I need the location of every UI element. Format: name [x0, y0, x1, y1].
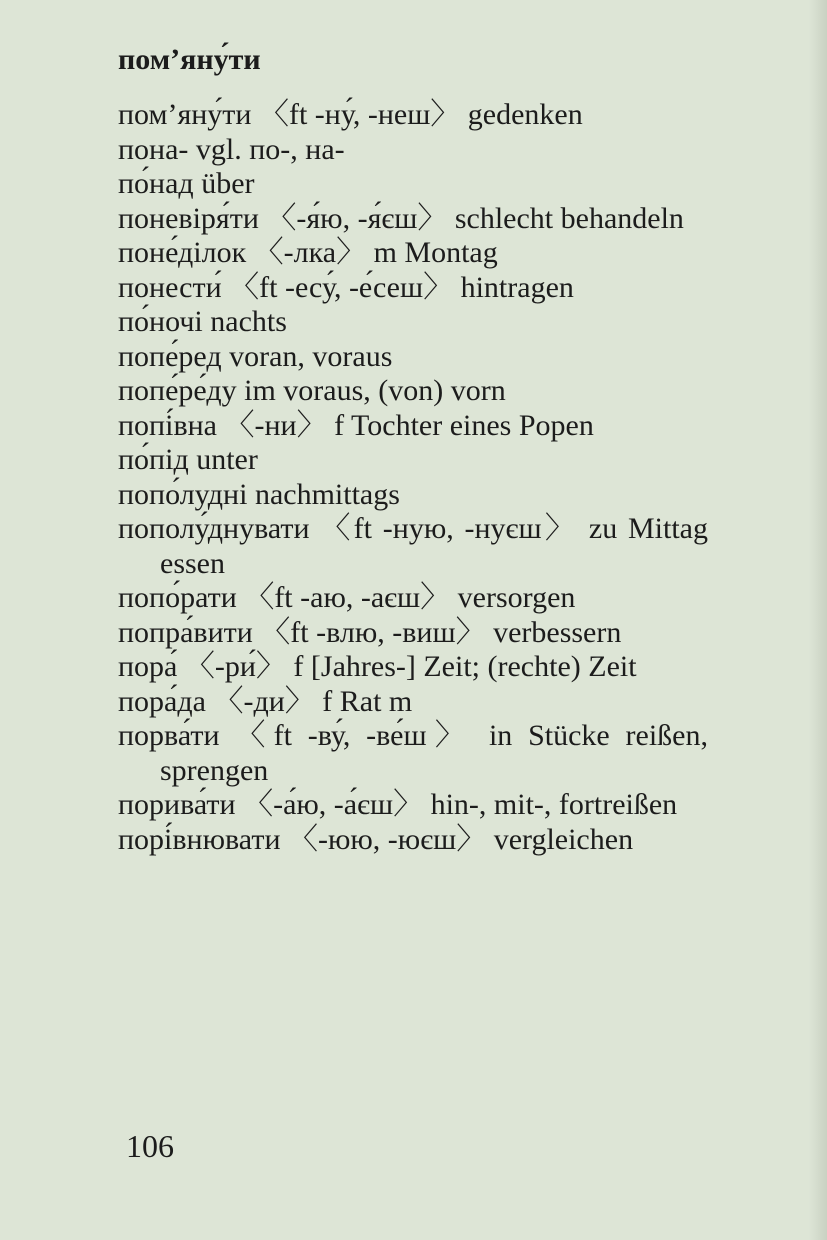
entry-pored: попе́ред voran, voraus [118, 339, 393, 373]
page-edge [809, 0, 827, 1240]
entry-poperedu: попе́ре́ду im voraus, (von) vorn [118, 374, 506, 407]
entry-pona: пона- vgl. по-, на- [118, 132, 345, 166]
entry-popravyty: попра́вити 〈ft -влю, -виш〉 verbessern [118, 615, 622, 649]
entry-ponad: по́над über [118, 167, 255, 200]
running-head: пом’яну́ти [118, 43, 261, 76]
entry-list [118, 98, 708, 857]
entry-porvaty: порва́ти 〈ft -ву́, -ве́ш〉 in Stücke reißen, sprengen [118, 719, 708, 787]
entry-poryvaty: порива́ти 〈-а́ю, -а́єш〉 hin-, mit-, fortreißen [118, 788, 678, 821]
entry-popid: по́під unter [118, 443, 258, 476]
entry-popivna: попі́вна 〈-ни〉 f Tochter eines Popen [118, 408, 594, 442]
entry-ponedilok: поне́ділок 〈-лка〉 m Montag [118, 236, 498, 269]
entry-pora: пора́ 〈-ри́〉 f [Jahres-] Zeit; (rechte) Zeit [118, 650, 637, 683]
entry-porivniuvaty: порі́внювати 〈-юю, -юєш〉 vergleichen [118, 822, 634, 856]
dictionary-page [118, 40, 708, 857]
entry-poporaty: попо́рати 〈ft -аю, -аєш〉 versorgen [118, 581, 576, 614]
entry-popoludnuvaty: пополу́днувати 〈ft -ную, -нуєш〉 zu Mittag essen [118, 512, 708, 580]
entry-popoludni: попо́лудні nachmittags [118, 477, 400, 511]
entry-pomianuty: пом’яну́ти 〈ft -ну́, -неш〉 gedenken [118, 98, 583, 131]
entry-poneviriaty: поневіря́ти 〈-я́ю, -я́єш〉 schlecht behandeln [118, 201, 684, 235]
entry-porada: пора́да 〈-ди〉 f Rat m [118, 684, 413, 718]
page-number: 106 [126, 1128, 174, 1164]
entry-ponochi: по́ночі nachts [118, 305, 287, 338]
entry-ponesty: понести́ 〈ft -есу́, -е́сеш〉 hintragen [118, 270, 574, 304]
